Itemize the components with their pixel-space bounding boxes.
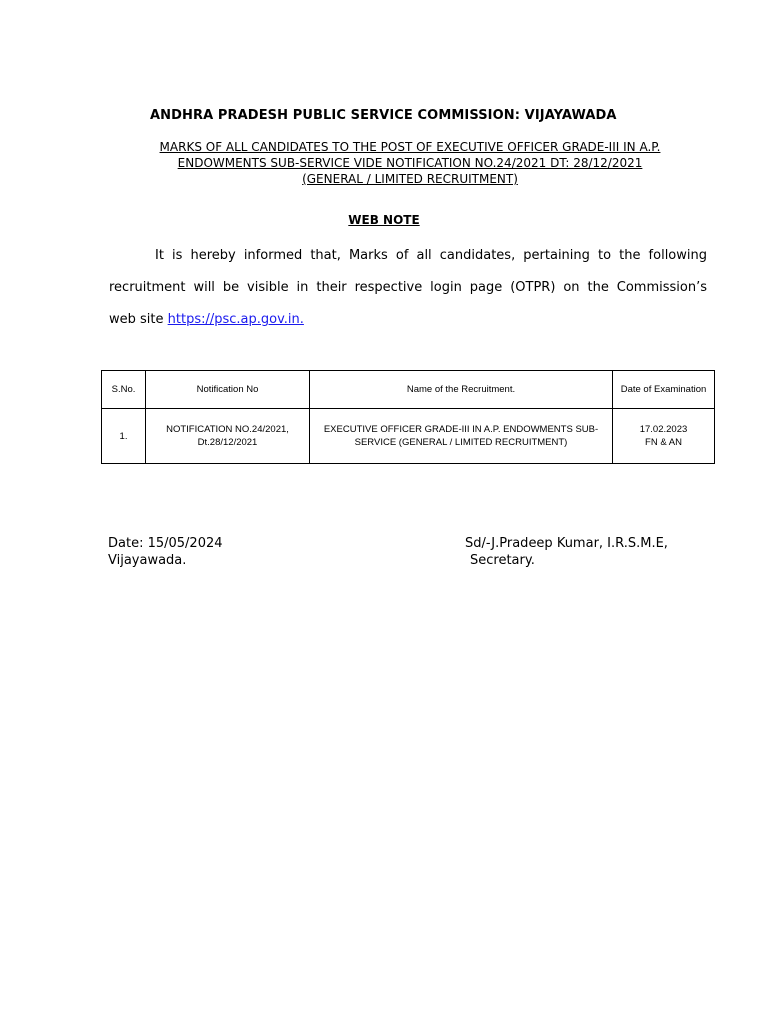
- subject-line-2: ENDOWMENTS SUB-SERVICE VIDE NOTIFICATION NO.24/2021 DT: 28/12/2021: [177, 156, 643, 170]
- header-notification: Notification No: [146, 371, 310, 409]
- website-link[interactable]: https://psc.ap.gov.in.: [167, 312, 304, 327]
- web-note-heading: WEB NOTE: [348, 213, 420, 227]
- date-place-block: [108, 535, 223, 569]
- paragraph-line-1: It is hereby informed that, Marks of all candidates, pertaining to the following: [155, 248, 707, 263]
- table-row: [102, 409, 715, 464]
- paragraph-line-3: [109, 304, 707, 336]
- signatory-designation: Secretary.: [470, 553, 535, 568]
- cell-sno: 1.: [102, 409, 146, 464]
- recruitment-table: [101, 370, 715, 464]
- subject-line-3: (GENERAL / LIMITED RECRUITMENT): [302, 172, 518, 186]
- issue-date: Date: 15/05/2024: [108, 536, 223, 551]
- notice-paragraph: [109, 240, 707, 336]
- signature-block: [465, 535, 668, 569]
- exam-date-value: 17.02.2023: [639, 424, 688, 435]
- header-recruitment-name: Name of the Recruitment.: [310, 371, 613, 409]
- subject-heading: [110, 139, 710, 187]
- header-exam-date: Date of Examination: [613, 371, 715, 409]
- cell-recruitment-name: EXECUTIVE OFFICER GRADE-III IN A.P. ENDOWMENTS SUB-SERVICE (GENERAL / LIMITED RECRUITMENT): [310, 409, 613, 464]
- cell-notification: NOTIFICATION NO.24/2021, Dt.28/12/2021: [146, 409, 310, 464]
- paragraph-line-2: recruitment will be visible in their respective login page (OTPR) on the Commission’s: [109, 280, 707, 295]
- exam-session-value: FN & AN: [645, 437, 682, 448]
- table-header-row: [102, 371, 715, 409]
- cell-exam-date: [613, 409, 715, 464]
- header-sno: S.No.: [102, 371, 146, 409]
- org-title: ANDHRA PRADESH PUBLIC SERVICE COMMISSION: VIJAYAWADA: [150, 108, 617, 123]
- subject-line-1: MARKS OF ALL CANDIDATES TO THE POST OF EXECUTIVE OFFICER GRADE-III IN A.P.: [159, 140, 661, 154]
- signatory-name: Sd/-J.Pradeep Kumar, I.R.S.M.E,: [465, 536, 668, 551]
- paragraph-line-3-prefix: web site: [109, 312, 168, 327]
- issue-place: Vijayawada.: [108, 553, 187, 568]
